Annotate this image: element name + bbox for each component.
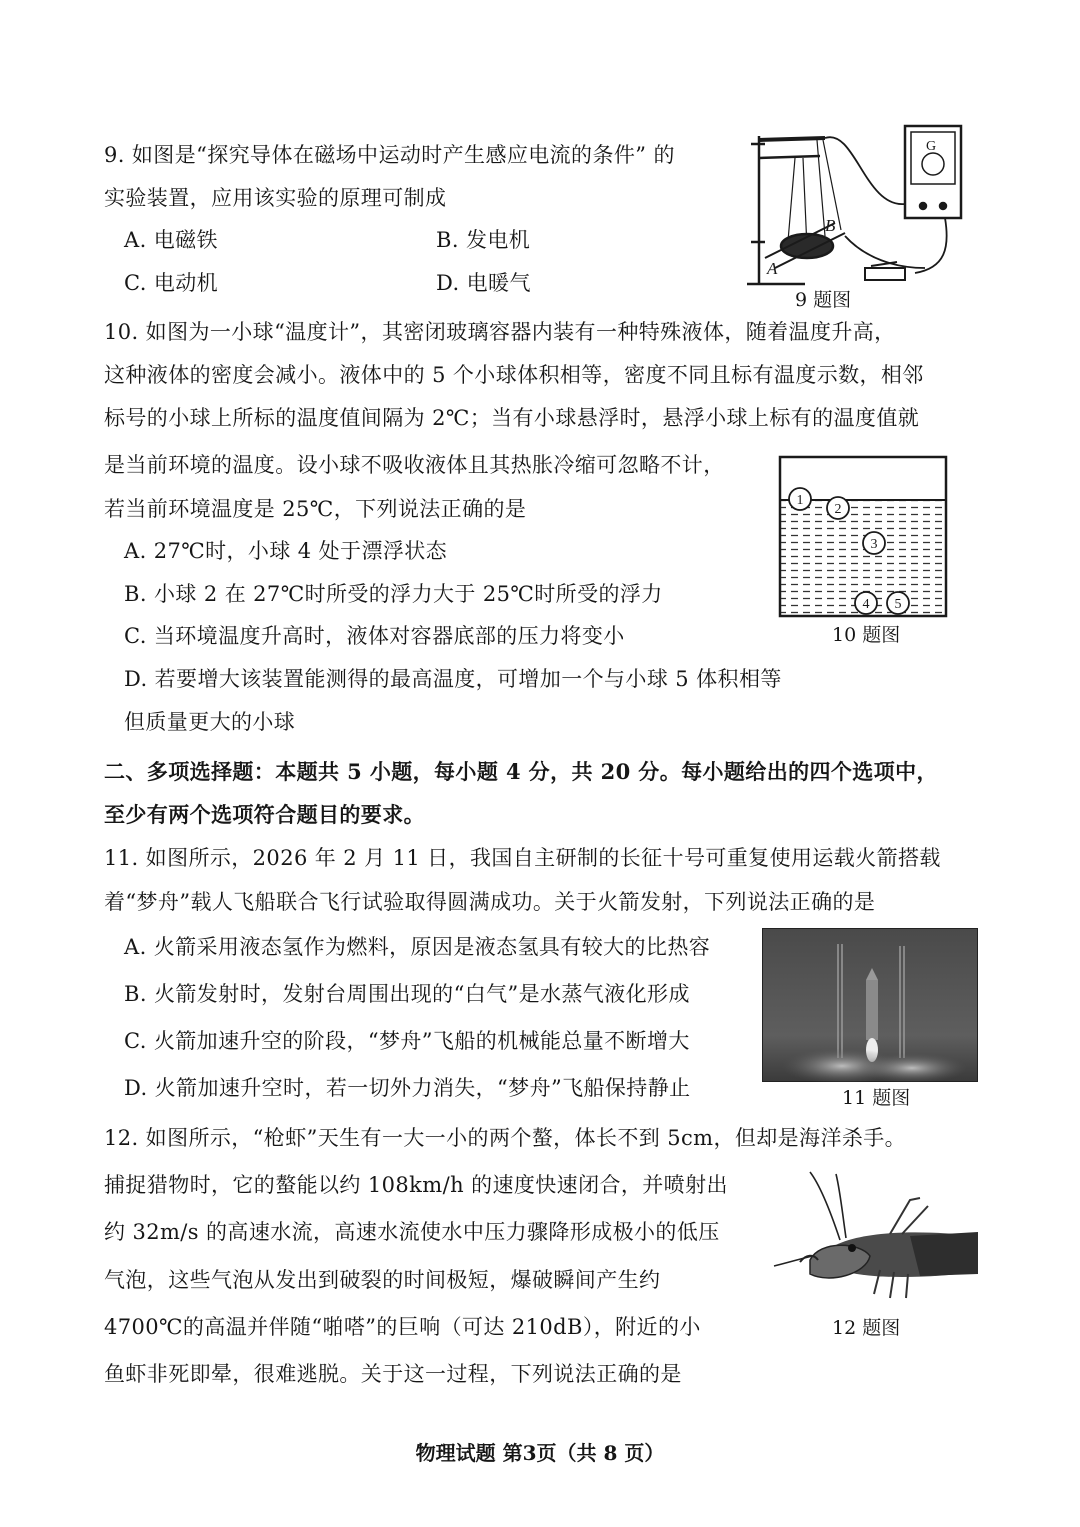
q12-stem-line-2: 捕捉猎物时，它的螯能以约 108km/h 的速度快速闭合，并喷射出 <box>104 1173 728 1197</box>
q9-option-a: A. 电磁铁 <box>124 228 218 252</box>
q11-figure-caption: 11 题图 <box>842 1087 911 1109</box>
q11-stem-line-1: 11. 如图所示，2026 年 2 月 11 日，我国自主研制的长征十号可重复使用运载火箭搭载 <box>104 846 941 870</box>
q11-option-c: C. 火箭加速升空的阶段，“梦舟”飞船的机械能总量不断增大 <box>124 1029 690 1053</box>
q11-option-d: D. 火箭加速升空时，若一切外力消失，“梦舟”飞船保持静止 <box>124 1076 691 1100</box>
q9-figure-caption: 9 题图 <box>795 289 852 311</box>
q10-stem-line-4: 是当前环境的温度。设小球不吸收液体且其热胀冷缩可忽略不计， <box>104 453 725 477</box>
q9-stem-line-1: 9. 如图是“探究导体在磁场中运动时产生感应电流的条件” 的 <box>104 143 675 167</box>
q11-figure-rocket-photo <box>762 928 978 1082</box>
q10-figure-caption: 10 题图 <box>832 624 901 646</box>
q12-stem-line-6: 鱼虾非死即晕，很难逃脱。关于这一过程，下列说法正确的是 <box>104 1362 682 1386</box>
q9-option-b: B. 发电机 <box>436 228 531 252</box>
q9-option-d: D. 电暖气 <box>436 271 531 295</box>
q9-figure-label-a: A <box>767 259 778 278</box>
q9-option-c: C. 电动机 <box>124 271 219 295</box>
q11-option-a: A. 火箭采用液态氢作为燃料，原因是液态氢具有较大的比热容 <box>124 935 711 959</box>
q10-option-a: A. 27℃时，小球 4 处于漂浮状态 <box>124 539 448 563</box>
q10-option-d: D. 若要增大该装置能测得的最高温度，可增加一个与小球 5 体积相等 <box>124 667 782 691</box>
q10-stem-line-3: 标号的小球上所标的温度值间隔为 2℃；当有小球悬浮时，悬浮小球上标有的温度值就 <box>104 406 920 430</box>
q10-ball-1: 1 <box>796 493 804 508</box>
q10-ball-3: 3 <box>870 537 878 552</box>
q12-figure-pistol-shrimp-photo <box>770 1170 980 1305</box>
q10-ball-4: 4 <box>862 597 870 612</box>
q10-ball-2: 2 <box>834 502 842 517</box>
q10-option-b: B. 小球 2 在 27℃时所受的浮力大于 25℃时所受的浮力 <box>124 582 663 606</box>
q10-option-d-cont: 但质量更大的小球 <box>124 710 296 734</box>
q11-option-b: B. 火箭发射时，发射台周围出现的“白气”是水蒸气液化形成 <box>124 982 690 1006</box>
section2-heading-line-2: 至少有两个选项符合题目的要求。 <box>104 802 425 827</box>
q10-stem-line-5: 若当前环境温度是 25℃，下列说法正确的是 <box>104 497 527 521</box>
q12-stem-line-5: 4700℃的高温并伴随“啪嗒”的巨响（可达 210dB），附近的小 <box>104 1315 701 1339</box>
q12-stem-line-3: 约 32m/s 的高速水流，高速水流使水中压力骤降形成极小的低压 <box>104 1220 720 1244</box>
q12-stem-line-4: 气泡，这些气泡从发出到破裂的时间极短，爆破瞬间产生约 <box>104 1268 661 1292</box>
section2-heading-line-1: 二、多项选择题：本题共 5 小题，每小题 4 分，共 20 分。每小题给出的四个选项中， <box>104 759 938 784</box>
q9-figure-apparatus <box>745 118 980 290</box>
q10-ball-5: 5 <box>894 597 902 612</box>
q10-stem-line-2: 这种液体的密度会减小。液体中的 5 个小球体积相等，密度不同且标有温度示数，相邻 <box>104 363 924 387</box>
q12-figure-caption: 12 题图 <box>832 1317 901 1339</box>
q9-figure-label-b: B <box>825 216 836 235</box>
q10-option-c: C. 当环境温度升高时，液体对容器底部的压力将变小 <box>124 624 625 648</box>
q12-stem-line-1: 12. 如图所示，“枪虾”天生有一大一小的两个螯，体长不到 5cm，但却是海洋杀手。 <box>104 1126 907 1150</box>
page-footer: 物理试题 第3页（共 8 页） <box>415 1441 665 1465</box>
q11-stem-line-2: 着“梦舟”载人飞船联合飞行试验取得圆满成功。关于火箭发射，下列说法正确的是 <box>104 890 876 914</box>
q9-stem-line-2: 实验装置，应用该实验的原理可制成 <box>104 186 447 210</box>
q10-stem-line-1: 10. 如图为一小球“温度计”，其密闭玻璃容器内装有一种特殊液体，随着温度升高， <box>104 320 896 344</box>
q10-figure-container <box>778 455 948 618</box>
q9-figure-meter-label: G <box>926 139 937 154</box>
